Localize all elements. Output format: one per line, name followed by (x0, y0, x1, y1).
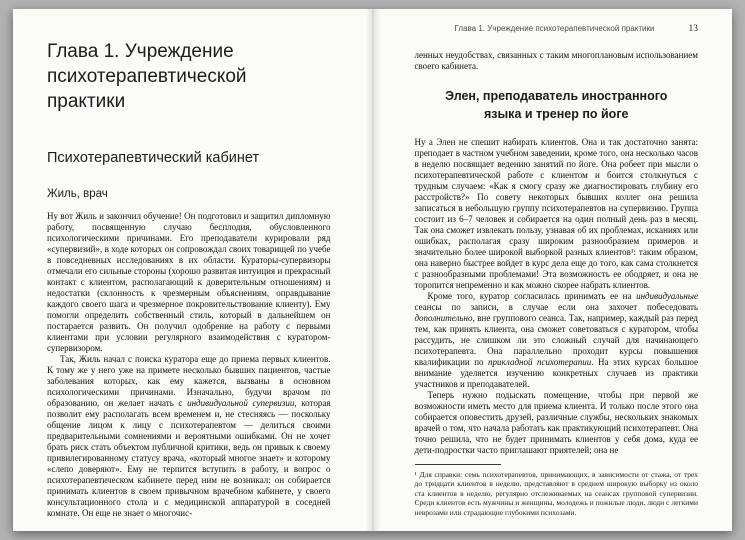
running-head-text: Глава 1. Учреждение психотерапевтической практики (454, 24, 655, 33)
body-paragraph: Теперь нужно подыскать помещение, чтобы при первой же возможности иметь место для приема клиента. И только после этого она собирается оповестить друзей, различные службы, нескольких знакомых врачей о том, что начала работать как практикующий психотерапевт. Она точно решила, что не будет принимать клиентов у себя дома, куда ее дети-подростки часто приглашают приятелей; она не (414, 390, 698, 455)
body-paragraph: Ну вот Жиль и закончил обучение! Он подготовил и защитил дипломную работу, посвященную случаю бесплодия, обусловленного психологическими причинами. Его преподаватели курировали ряд «супервизий», в ходе которых он сопровождал своих товарищей по учебе в повседневных исследованиях в их области. Кураторы-супервизоры отмечали его сильные стороны (хорошо развитая интуиция и прекрасный контакт с клиентом, располагающий к доверительным отношениям) и недостатки (склонность к чрезмерным объяснениям, оправдывание каждого своего шага и чрезмерное покровительствование клиенту). Ему помогли определить собственный стиль, который в дальнейшем он постарается развить. Он получил одобрение на работу с первыми клиентами при условии регулярного взаимодействия с куратором-супервизором. (47, 211, 331, 354)
page-number: 13 (688, 24, 698, 34)
chapter-title: Глава 1. Учреждение психотерапевтической практики (47, 41, 247, 113)
footnote-text: ¹ Для справки: семь психотерапевтов, принимающих, в зависимости от стажа, от трех до тридцати клиентов в неделю, представляют в среднем широкую выборку из около ста клиентов в неделю, регулярно отслеживаемых на сеансах групповой супервизии. Среди клиентов есть мужчины и женщины, молодежь и пожилые люди, люди с легкими неврозами или страдающие глубокими психозами. (414, 470, 698, 517)
body-paragraph: Кроме того, куратор согласилась принимать ее на индивидуальные сеансы по записи, в случае если она захочет побеседовать дополнительно, вне группового сеанса. Так, например, каждый раз перед тем, как принять клиента, она сможет советоваться с куратором, чтобы рассудить, не слишком ли это сложный случай для начинающего психотерапевта. Она параллельно проходит курсы повышения квалификации по прикладной психотерапии. На этих курсах большое внимание уделяется изучению конкретных случаев из практики участников и преподавателей. (414, 291, 699, 389)
body-paragraph: Ну а Элен не спешит набирать клиентов. Она и так достаточно занята: преподает в частном учебном заведении, кроме того, она несколько часов в неделю посвящает ведению занятий по йоге. Она робеет при мысли о психотерапевтической работе с клиентом и боится столкнуться с трудным случаем: «Как я смогу сразу же диагностировать глубину его расстройств?» По совету некоторых бывших коллег она решила записаться в небольшую группу психотерапевтов на супервизию. Группа состоит из 6–7 человек и собирается на один полный день раз в месяц. Так она сможет извлекать пользу, узнавая об их проблемах, исканиях или ошибках, располагая сразу широким разнообразием примеров и значительно более широкой выборкой разных клиентов¹: таким образом, она наверно быстрее войдет в курс дела еще до того, как сама столкнется с разнообразными проблемами! Эта возможность ее ободряет, и она не торопится непременно и как можно скорее набрать клиентов. (414, 137, 698, 290)
page-right (373, 9, 733, 531)
running-head (415, 24, 699, 34)
section-title: Психотерапевтический кабинет (47, 150, 260, 167)
book-spread (13, 9, 732, 531)
footnote-separator-rule (415, 464, 501, 465)
continuation-paragraph: ленных неудобствах, связанных с таким многоплановым использованием своего кабинета. (414, 50, 698, 71)
subsection-title-case-gilles: Жиль, врач (47, 188, 108, 201)
footnote-block (415, 456, 699, 517)
body-paragraph: Так, Жиль начал с поиска куратора еще до приема первых клиентов. К тому же у него уже на примете несколько бывших пациентов, частые заболевания которых, как ему кажется, вызваны в основном психологическими причинами. Изначально, будучи врачом по образованию, он желает начать с индивидуальной супервизии, которая позволит ему располагать всем временем и, не стесняясь — поскольку общение лицом к лицу с психотерапевтом — делиться своими предварительными сомнениями и вероятными ошибками. Он не хочет брать риск стать объектом публичной критики, ведь он привык к своему привилегированному статусу врача, «который многое знает» и которому «слепо доверяют». Ему не терпится вступить в работу, и вопрос о психотерапевтическом кабинете перед ним не возникал: он собирается принимать клиентов в своем привычном врачебном кабинете, у своего консультационного стола и с медицинской аппаратурой в соседней комнате. Он еще не знает о многочис- (47, 354, 331, 519)
subsection-title-case-helene: Элен, преподаватель иностранного языка и тренер по йоге (445, 89, 668, 121)
page-left (13, 9, 373, 531)
